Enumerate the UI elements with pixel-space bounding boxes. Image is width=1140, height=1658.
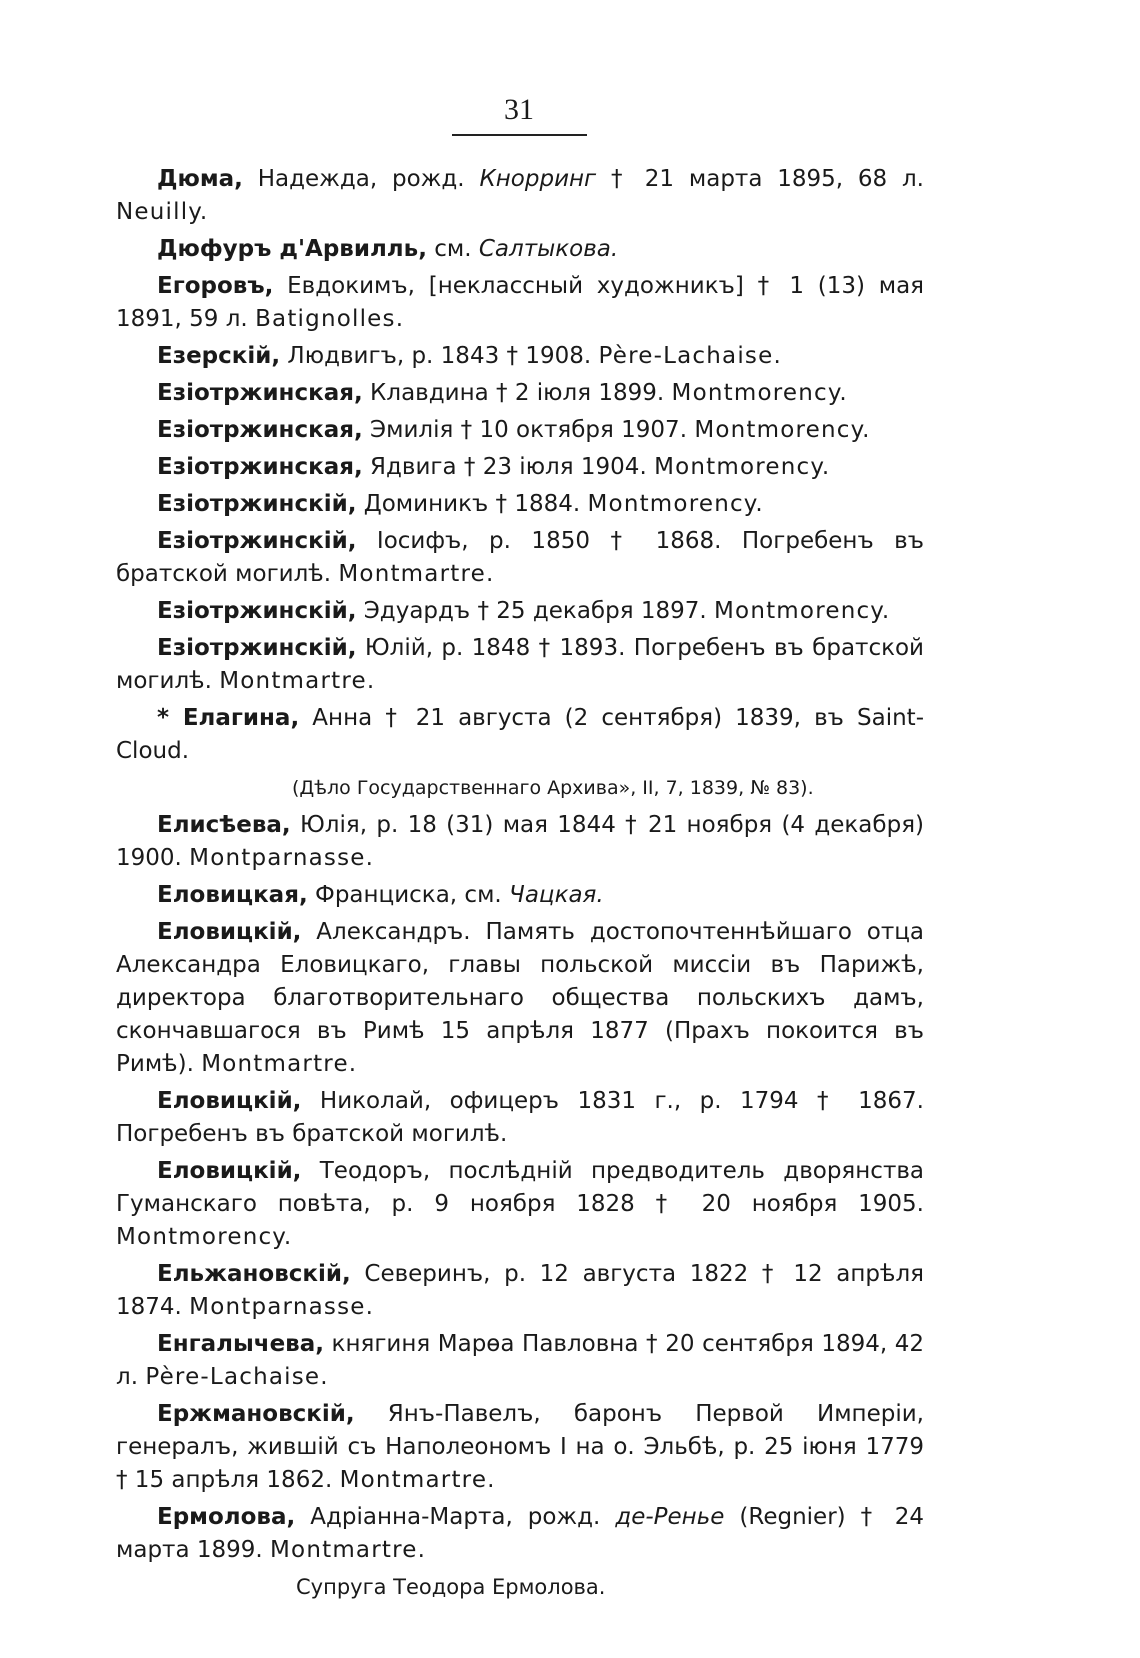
entry-text: Александръ. Память достопочтеннѣйшаго отца Александра Еловицкаго, главы польской миссіи въ Парижѣ, директора благотворительнаго общества польскихъ дамъ, скончавшагося въ Римѣ 15 апрѣля 1877 (Прахъ покоится въ Римѣ). xyxy=(116,919,924,1077)
entry-cemetery: Montmorency. xyxy=(654,454,831,480)
entry-dyuma xyxy=(116,163,924,229)
entry-cemetery: Montmorency. xyxy=(116,1224,293,1250)
entry-text: Франциска, см. xyxy=(307,882,510,908)
entry-text: Янъ-Павелъ, баронъ Первой Имперіи, генералъ, жившій съ Наполеономъ I на о. Эльбѣ, р. 25 іюня 1779 † 15 апрѣля 1862. xyxy=(116,1401,924,1493)
entry-name: * Елагина, xyxy=(157,705,300,731)
entry-name: Егоровъ, xyxy=(157,273,274,299)
entry-name: Ержмановскій, xyxy=(157,1401,355,1427)
entry-cemetery: Montmartre. xyxy=(219,668,376,694)
entry-eliseeva xyxy=(116,809,924,875)
entry-text: Евдокимъ, [неклассный художникъ] † 1 (13) мая 1891, 59 л. xyxy=(116,273,924,332)
entry-eziotrzhinskaya-klavdina xyxy=(116,377,924,410)
entry-name: Ермолова, xyxy=(157,1504,296,1530)
entry-cemetery: Montmartre. xyxy=(270,1537,427,1563)
entry-egorov xyxy=(116,270,924,336)
entry-text: см. xyxy=(426,236,479,262)
entry-eziotrzhinsky-yuly xyxy=(116,632,924,698)
spouse-note: Супруга Теодора Ермолова. xyxy=(296,1575,606,1599)
entry-text-rest: (Regnier) † 24 марта 1899. xyxy=(116,1504,924,1563)
entry-eziotrzhinsky-dominik xyxy=(116,488,924,521)
entry-italic: Кнорринг xyxy=(479,166,597,192)
entry-text: Адріанна-Марта, рожд. xyxy=(295,1504,616,1530)
entry-eziotrzhinsky-iosif xyxy=(116,525,924,591)
entry-text-rest: † 21 марта 1895, 68 л. xyxy=(596,166,924,192)
entry-engalycheva xyxy=(116,1328,924,1394)
entry-cemetery: Montmorency. xyxy=(714,598,891,624)
entry-cemetery: Père-Lachaise. xyxy=(598,343,782,369)
entry-name: Еловицкая, xyxy=(157,882,308,908)
entry-name: Езерскій, xyxy=(157,343,281,369)
entry-elovitsky-nikolay xyxy=(116,1085,924,1151)
entry-name: Езіотржинская, xyxy=(157,454,363,480)
entry-cemetery: Batignolles. xyxy=(255,306,405,332)
entry-text: Теодоръ, послѣдній предводитель дворянства Гуманскаго повѣта, р. 9 ноября 1828 † 20 ноября 1905. xyxy=(116,1158,924,1217)
entry-ezersky xyxy=(116,340,924,373)
entry-elovitsky-teodor xyxy=(116,1155,924,1254)
entry-ermolova xyxy=(116,1501,924,1567)
entry-cemetery: Montparnasse. xyxy=(189,1294,375,1320)
entry-eziotrzhinskaya-emilia xyxy=(116,414,924,447)
entry-text: княгиня Марѳа Павловна † 20 сентября 1894, 42 л. xyxy=(116,1331,924,1390)
entry-cemetery: Montmorency. xyxy=(694,417,871,443)
entry-name: Енгалычева, xyxy=(157,1331,324,1357)
entry-elovitskaya xyxy=(116,879,924,912)
entry-elovitsky-aleksandr xyxy=(116,916,924,1081)
entry-elzhanovsky xyxy=(116,1258,924,1324)
entry-text: Эмилія † 10 октября 1907. xyxy=(362,417,695,443)
entry-text: Юлія, р. 18 (31) мая 1844 † 21 ноября (4 декабря) 1900. xyxy=(116,812,924,871)
entry-cemetery: Montparnasse. xyxy=(189,845,375,871)
entry-cemetery: Montmorency. xyxy=(587,491,764,517)
entry-name: Езіотржинскій, xyxy=(157,491,357,517)
entry-text: Людвигъ, р. 1843 † 1908. xyxy=(280,343,599,369)
entry-name: Езіотржинская, xyxy=(157,417,363,443)
entry-eziotrzhinskaya-yadviga xyxy=(116,451,924,484)
entry-name: Елисѣева, xyxy=(157,812,291,838)
entry-cemetery: Montmartre. xyxy=(339,1467,496,1493)
entry-name: Дюма, xyxy=(157,166,243,192)
entry-name: Ельжановскій, xyxy=(157,1261,351,1287)
entry-dyufur xyxy=(116,233,924,266)
entry-name: Езіотржинская, xyxy=(157,380,363,406)
entry-name: Еловицкій, xyxy=(157,1088,302,1114)
entry-name: Езіотржинскій, xyxy=(157,528,357,554)
entry-name: Еловицкій, xyxy=(157,1158,302,1184)
entry-text: Доминикъ † 1884. xyxy=(356,491,588,517)
entry-elagina xyxy=(116,702,924,768)
entry-name: Дюфуръ д'Арвилль, xyxy=(157,236,427,262)
entry-italic: Салтыкова. xyxy=(478,236,619,262)
entry-text: Николай, офицеръ 1831 г., р. 1794 † 1867. Погребенъ въ братской могилѣ. xyxy=(116,1088,924,1147)
entry-cemetery: Neuilly. xyxy=(116,199,209,225)
entry-cemetery: Père-Lachaise. xyxy=(145,1364,329,1390)
entry-text: Надежда, рожд. xyxy=(242,166,480,192)
entry-name: Езіотржинскій, xyxy=(157,598,357,624)
entry-text: Іосифъ, р. 1850 † 1868. Погребенъ въ братской могилѣ. xyxy=(116,528,924,587)
entry-text: Анна † 21 августа (2 сентября) 1839, въ Saint-Cloud. xyxy=(116,705,924,764)
entry-text: Северинъ, р. 12 августа 1822 † 12 апрѣля 1874. xyxy=(116,1261,924,1320)
entries-list xyxy=(116,163,924,1604)
entry-text: Клавдина † 2 іюля 1899. xyxy=(362,380,672,406)
entry-name: Еловицкій, xyxy=(157,919,302,945)
entry-cemetery: Montmorency. xyxy=(671,380,848,406)
page-number: 31 xyxy=(504,93,534,126)
entry-cemetery: Montmartre. xyxy=(201,1051,358,1077)
entry-italic: де-Ренье xyxy=(615,1504,725,1530)
entry-text: Эдуардъ † 25 декабря 1897. xyxy=(356,598,714,624)
entry-cemetery: Montmartre. xyxy=(338,561,495,587)
entry-name: Езіотржинскій, xyxy=(157,635,357,661)
entry-erzhmanovsky xyxy=(116,1398,924,1497)
entry-text: Юлій, р. 1848 † 1893. Погребенъ въ братской могилѣ. xyxy=(116,635,924,694)
entry-text: Ядвига † 23 іюля 1904. xyxy=(362,454,655,480)
page-number-rule xyxy=(452,134,587,136)
archive-source-note: (Дѣло Государственнаго Архива», II, 7, 1839, № 83). xyxy=(292,777,814,799)
entry-eziotrzhinsky-eduard xyxy=(116,595,924,628)
entry-italic: Чацкая. xyxy=(509,882,604,908)
